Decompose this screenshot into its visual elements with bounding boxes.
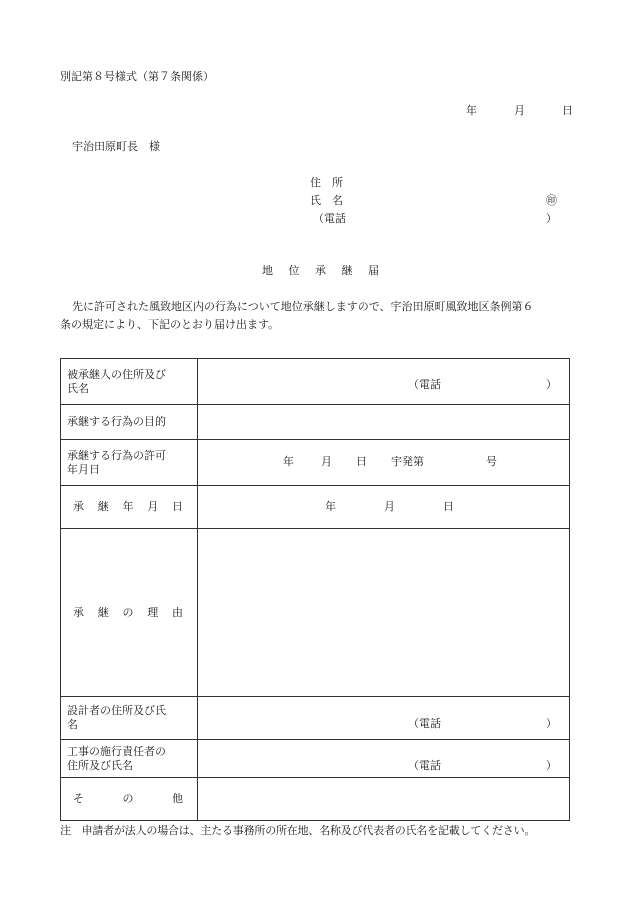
permit-date-field[interactable]: 年 月 日 宇発第 号 xyxy=(198,440,570,486)
construction-manager-phone: （電話 ） xyxy=(408,759,557,772)
label-purpose: 承継する行為の目的 xyxy=(61,405,198,440)
predecessor-phone: （電話 ） xyxy=(408,378,557,391)
table-row xyxy=(61,529,570,697)
label-succession-date: 承 継 年 月 日 xyxy=(61,486,198,529)
label-construction-manager: 工事の施行責任者の 住所及び氏名 xyxy=(61,740,198,778)
table-row xyxy=(61,778,570,821)
applicant-phone-open: （電話 xyxy=(313,212,346,225)
date-month: 月 xyxy=(514,104,525,117)
label-permit-date: 承継する行為の許可 年月日 xyxy=(61,440,198,486)
label-designer: 設計者の住所及び氏 名 xyxy=(61,697,198,740)
other-field[interactable] xyxy=(198,778,570,821)
designer-phone: （電話 ） xyxy=(408,717,557,730)
document-title: 地 位 承 継 届 xyxy=(262,264,385,277)
predecessor-field[interactable] xyxy=(198,359,570,405)
reason-field[interactable] xyxy=(198,529,570,697)
table-row xyxy=(61,440,570,486)
date-day: 日 xyxy=(562,104,573,117)
table-row xyxy=(61,740,570,778)
seal-mark: ㊞ xyxy=(546,194,557,207)
succession-date-field[interactable]: 年 月 日 xyxy=(198,486,570,529)
applicant-phone-close: ） xyxy=(546,212,557,225)
table-row xyxy=(61,405,570,440)
label-reason: 承 継 の 理 由 xyxy=(61,529,198,697)
label-other: そ の 他 xyxy=(61,778,198,821)
applicant-address-label: 住 所 xyxy=(310,176,343,189)
label-predecessor: 被承継人の住所及び 氏名 xyxy=(61,359,198,405)
table-row xyxy=(61,359,570,405)
addressee: 宇治田原町長 様 xyxy=(72,140,160,153)
table-row xyxy=(61,697,570,740)
table-row xyxy=(61,486,570,529)
form-table xyxy=(60,358,570,821)
footnote: 注 申請者が法人の場合は、主たる事務所の所在地、名称及び代表者の氏名を記載してください。 xyxy=(60,824,536,837)
purpose-field[interactable] xyxy=(198,405,570,440)
designer-field[interactable] xyxy=(198,697,570,740)
intro-line-1: 先に許可された風致地区内の行為について地位承継しますので、宇治田原町風致地区条例第６ xyxy=(72,300,534,313)
intro-line-2: 条の規定により、下記のとおり届け出ます。 xyxy=(60,318,280,331)
form-number: 別記第８号様式（第７条関係） xyxy=(60,70,214,83)
applicant-name-label: 氏 名 xyxy=(310,194,343,207)
construction-manager-field[interactable] xyxy=(198,740,570,778)
date-year: 年 xyxy=(466,104,477,117)
